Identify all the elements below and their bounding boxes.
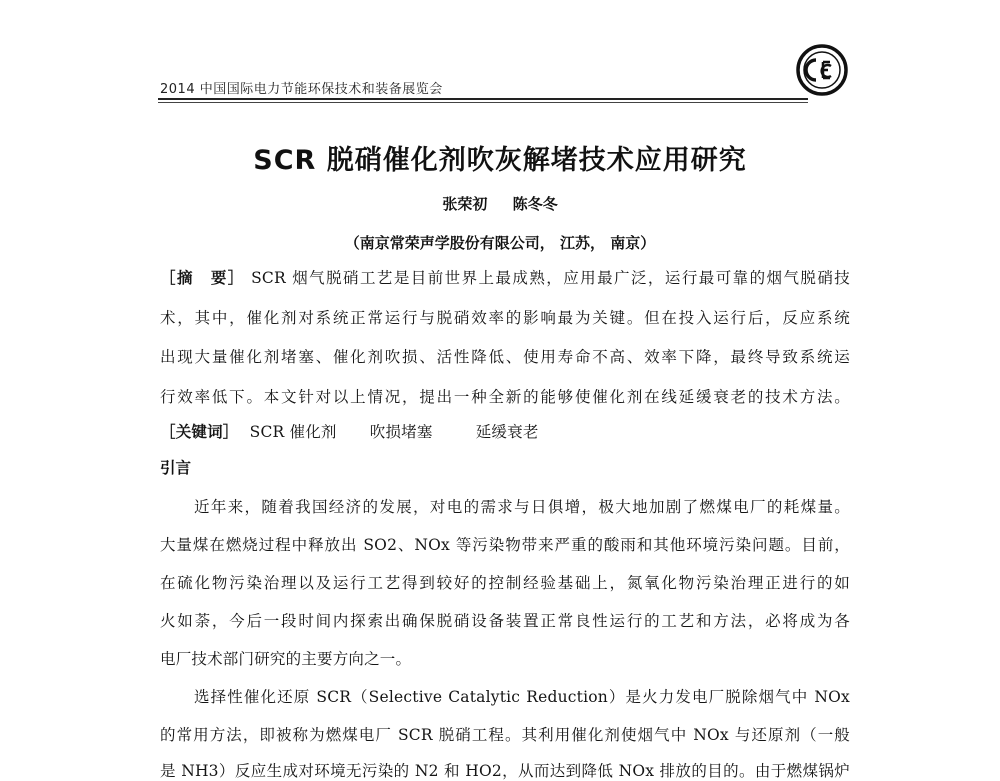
author-name: 张荣初	[442, 195, 488, 213]
abstract-line: 出现大量催化剂堵塞、催化剂吹损、活性降低、使用寿命不高、效率下降，最终导致系统运	[160, 348, 850, 366]
running-header	[158, 76, 848, 100]
section-heading: 引言	[160, 459, 192, 477]
keywords-line	[160, 420, 539, 442]
keyword: 延缓衰老	[475, 423, 539, 441]
body-line: 电厂技术部门研究的主要方向之一。	[160, 650, 412, 668]
body-line: 的常用方法，即被称为燃煤电厂 SCR 脱硝工程。其利用催化剂使烟气中 NOx 与还原剂（一般	[160, 726, 850, 744]
body-line: 近年来，随着我国经济的发展，对电的需求与日俱增，极大地加剧了燃煤电厂的耗煤量。	[194, 498, 850, 516]
affiliation: （南京常荣声学股份有限公司， 江苏， 南京）	[344, 234, 656, 252]
abstract-text: SCR 烟气脱硝工艺是目前世界上最成熟，应用最广泛，运行最可靠的烟气脱硝技	[251, 269, 850, 287]
keywords-label: ［关键词］	[160, 423, 239, 441]
abstract-line	[160, 266, 850, 288]
paper-title: SCR 脱硝催化剂吹灰解堵技术应用研究	[253, 145, 747, 176]
body-line: 火如荼，今后一段时间内探索出确保脱硝设备装置正常良性运行的工艺和方法，必将成为各	[160, 612, 850, 630]
abstract-line: 行效率低下。本文针对以上情况，提出一种全新的能够使催化剂在线延缓衰老的技术方法。	[160, 388, 850, 406]
body-line: 选择性催化还原 SCR（Selective Catalytic Reduction）是火力发电厂脱除烟气中 NOx	[194, 688, 850, 706]
body-line: 大量煤在燃烧过程中释放出 SO2、NOx 等污染物带来严重的酸雨和其他环境污染问题。目前，	[160, 536, 850, 554]
header-rule-thin	[158, 102, 808, 103]
abstract-line: 术，其中，催化剂对系统正常运行与脱硝效率的影响最为关键。但在投入运行后，反应系统	[160, 309, 850, 327]
keyword: 吹损堵塞	[369, 423, 433, 441]
cec-logo-icon	[796, 44, 848, 96]
header-rule	[158, 98, 808, 100]
conference-name: 2014 中国国际电力节能环保技术和装备展览会	[160, 82, 443, 97]
body-line: 是 NH3）反应生成对环境无污染的 N2 和 HO2，从而达到降低 NOx 排放的目的。由于燃煤锅炉	[160, 762, 850, 780]
author-list	[0, 193, 1000, 214]
abstract-label: ［摘 要］	[160, 269, 245, 287]
keyword: SCR 催化剂	[249, 423, 337, 441]
body-line: 在硫化物污染治理以及运行工艺得到较好的控制经验基础上，氮氧化物污染治理正进行的如	[160, 574, 850, 592]
author-name: 陈冬冬	[512, 195, 558, 213]
